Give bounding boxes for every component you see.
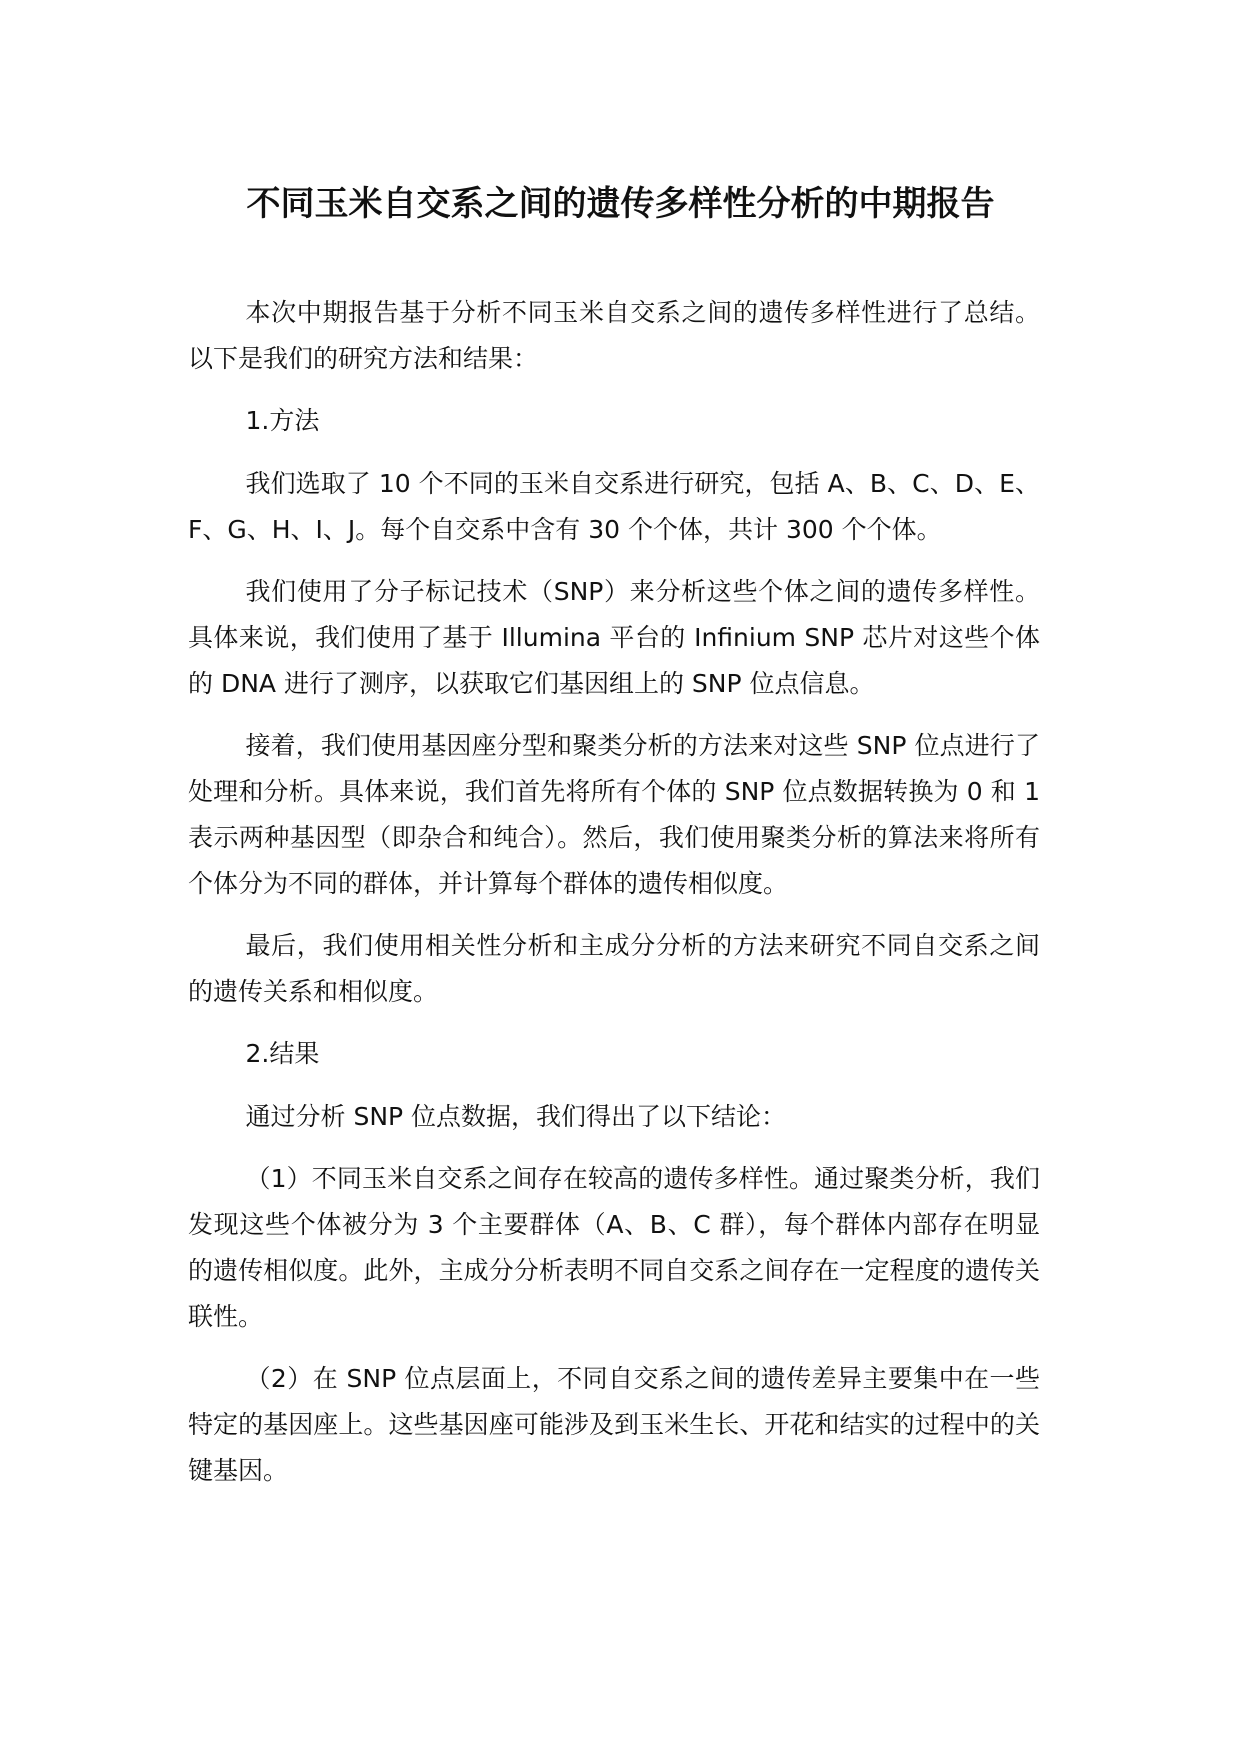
methods-paragraph-clustering: 接着，我们使用基因座分型和聚类分析的方法来对这些 SNP 位点进行了处理和分析。具体来说，我们首先将所有个体的 SNP 位点数据转换为 0 和 1 表示两种基因型（即杂合和纯合）。然后，我们使用聚类分析的算法来将所有个体分为不同的群体，并计算每个群体的遗传相似度。: [188, 731, 1040, 898]
document-body: [188, 290, 1040, 1510]
section-heading-methods: 1.方法: [245, 406, 320, 435]
document-title: 不同玉米自交系之间的遗传多样性分析的中期报告: [246, 184, 995, 224]
section-heading-results: 2.结果: [245, 1039, 320, 1068]
intro-paragraph: 本次中期报告基于分析不同玉米自交系之间的遗传多样性进行了总结。以下是我们的研究方法和结果：: [188, 298, 1040, 373]
results-paragraph-2: （2）在 SNP 位点层面上，不同自交系之间的遗传差异主要集中在一些特定的基因座上。这些基因座可能涉及到玉米生长、开花和结实的过程中的关键基因。: [188, 1364, 1040, 1485]
methods-paragraph-pca: 最后，我们使用相关性分析和主成分分析的方法来研究不同自交系之间的遗传关系和相似度。: [188, 931, 1040, 1006]
methods-paragraph-snp: 我们使用了分子标记技术（SNP）来分析这些个体之间的遗传多样性。具体来说，我们使用了基于 Illumina 平台的 Infinium SNP 芯片对这些个体的 DNA 进行了测序，以获取它们基因组上的 SNP 位点信息。: [188, 577, 1040, 698]
results-paragraph-1: （1）不同玉米自交系之间存在较高的遗传多样性。通过聚类分析，我们发现这些个体被分为 3 个主要群体（A、B、C 群），每个群体内部存在明显的遗传相似度。此外，主成分分析表明不同自交系之间存在一定程度的遗传关联性。: [188, 1164, 1040, 1331]
results-intro-paragraph: 通过分析 SNP 位点数据，我们得出了以下结论：: [245, 1102, 787, 1131]
methods-paragraph-samples: 我们选取了 10 个不同的玉米自交系进行研究，包括 A、B、C、D、E、F、G、H、I、J。每个自交系中含有 30 个个体，共计 300 个个体。: [188, 469, 1040, 544]
